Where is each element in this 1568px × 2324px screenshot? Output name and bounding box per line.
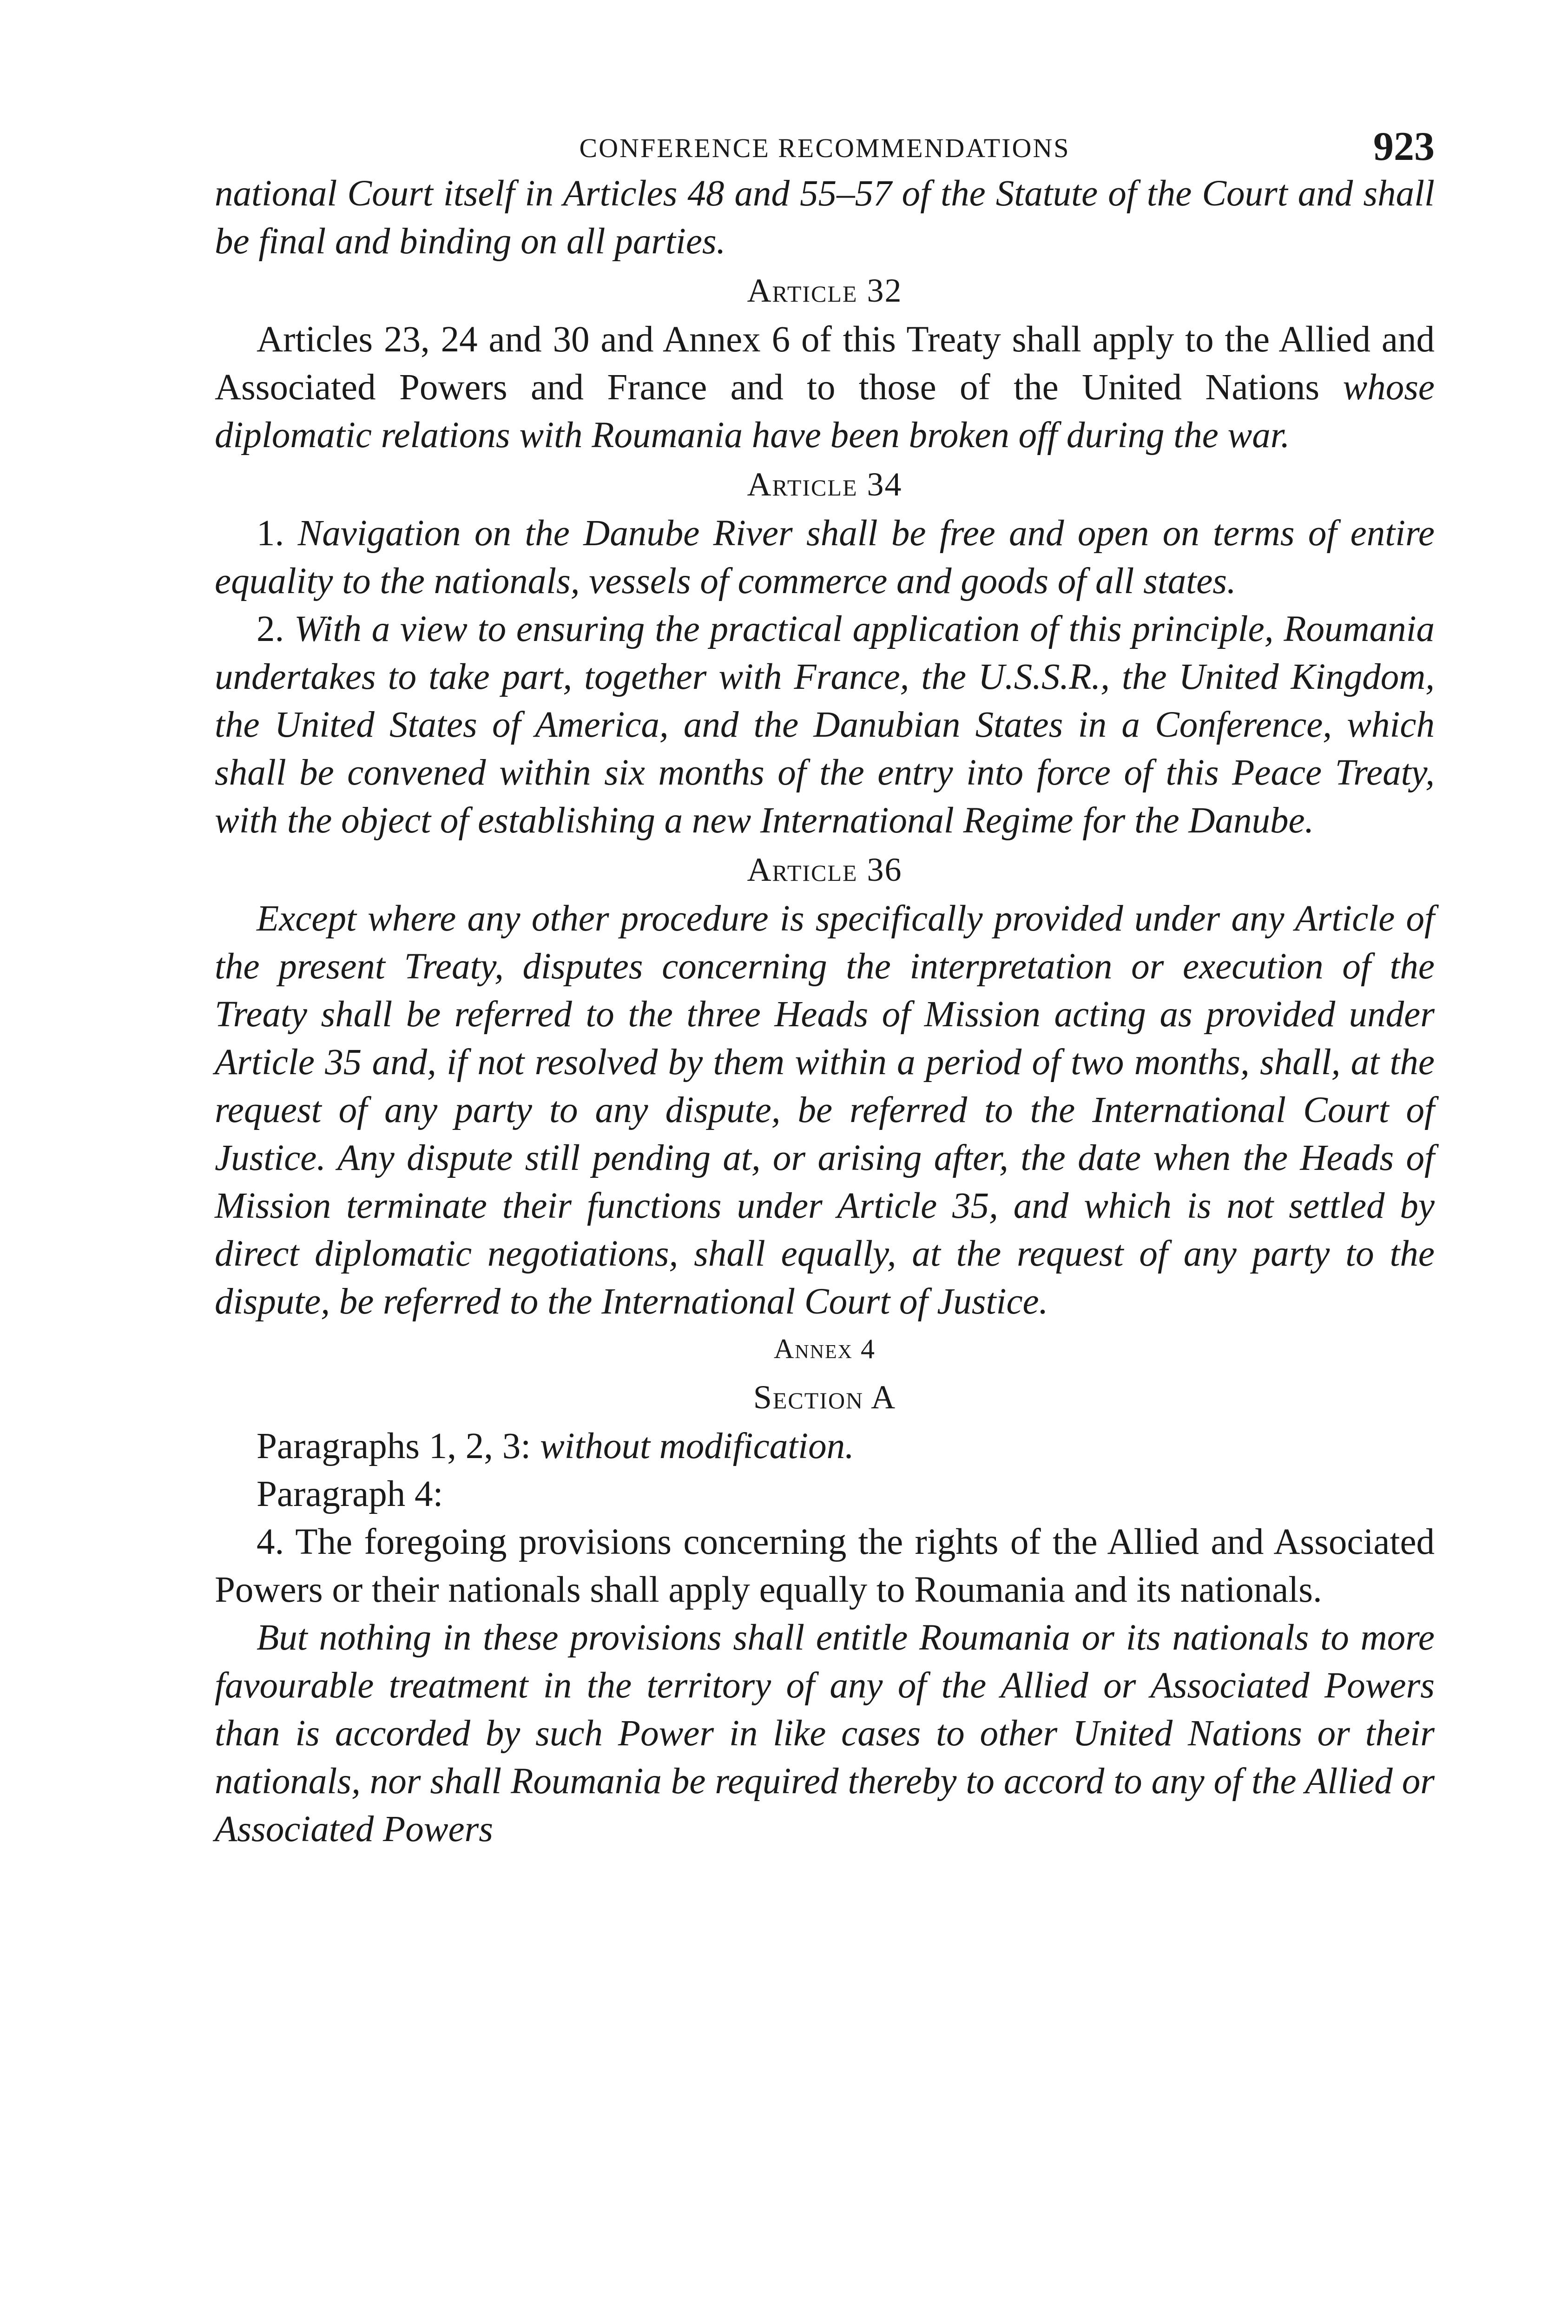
paragraph-number: 1. (257, 513, 284, 554)
article-34-paragraph-2-text: With a view to ensuring the practical application of this principle, Roumania undertakes to take part, together with France, the U.S.S.R., the United Kingdom, the United States of America, and the Danubian States in a Conference, which shall be convened within six months of the entry into force of this Peace Treaty, with the object of establishing a new International Regime for the Danube. (215, 609, 1435, 841)
section-a-heading: Section A (753, 1379, 896, 1416)
running-header (215, 119, 1435, 170)
annex-4-paragraph-4 (215, 1518, 1435, 1614)
article-36-heading: Article 36 (747, 851, 903, 888)
article-34-paragraph-1-text: Navigation on the Danube River shall be free and open on terms of entire equality to the nationals, vessels of commerce and goods of all states. (215, 513, 1435, 601)
carryover-paragraph: national Court itself in Articles 48 and 55–57 of the Statute of the Court and shall be final and binding on all parties. (215, 173, 1435, 262)
paragraphs-label: Paragraphs 1, 2, 3: (257, 1426, 531, 1466)
annex-4-paragraph-4-text: The foregoing provisions concerning the rights of the Allied and Associated Powers or their nationals shall apply equally to Roumania and its nationals. (215, 1522, 1435, 1610)
document-page (215, 119, 1435, 1853)
annex-4-final-paragraph: But nothing in these provisions shall entitle Roumania or its nationals to more favourable treatment in the territory of any of the Allied or Associated Powers than is accorded by such Power in like cases to other United Nations or their nationals, nor shall Roumania be required thereby to accord to any of the Allied or Associated Powers (215, 1618, 1435, 1849)
page-number: 923 (1373, 124, 1435, 169)
article-36-paragraph: Except where any other procedure is specifically provided under any Article of the present Treaty, disputes concerning the interpretation or execution of the Treaty shall be referred to the three Heads of Mission acting as provided under Article 35 and, if not resolved by them within a period of two months, shall, at the request of any party to any dispute, be referred to the International Court of Justice. Any dispute still pending at, or arising after, the date when the Heads of Mission terminate their functions under Article 35, and which is not settled by direct diplomatic negotiations, shall equally, at the request of any party to the dispute, be referred to the International Court of Justice. (215, 898, 1435, 1322)
annex-4-heading: Annex 4 (774, 1334, 876, 1364)
paragraph-4-label: Paragraph 4: (257, 1474, 443, 1514)
paragraph-number: 4. (257, 1522, 284, 1562)
article-32-regular-text: Articles 23, 24 and 30 and Annex 6 of this Treaty shall apply to the Allied and Associated Powers and France and to those of the United Nations (215, 319, 1435, 408)
article-34-paragraph-2 (215, 605, 1435, 845)
paragraphs-status: without modification. (540, 1426, 854, 1466)
article-32-heading: Article 32 (747, 272, 903, 309)
article-32-italic-text: whose diplomatic relations with Roumania have been broken off during the war. (215, 367, 1435, 456)
paragraphs-1-2-3-line (215, 1422, 1435, 1470)
article-32-paragraph (215, 316, 1435, 459)
paragraph-number: 2. (257, 609, 284, 649)
running-title: CONFERENCE RECOMMENDATIONS (579, 133, 1070, 163)
article-34-paragraph-1 (215, 509, 1435, 605)
article-34-heading: Article 34 (747, 466, 903, 503)
